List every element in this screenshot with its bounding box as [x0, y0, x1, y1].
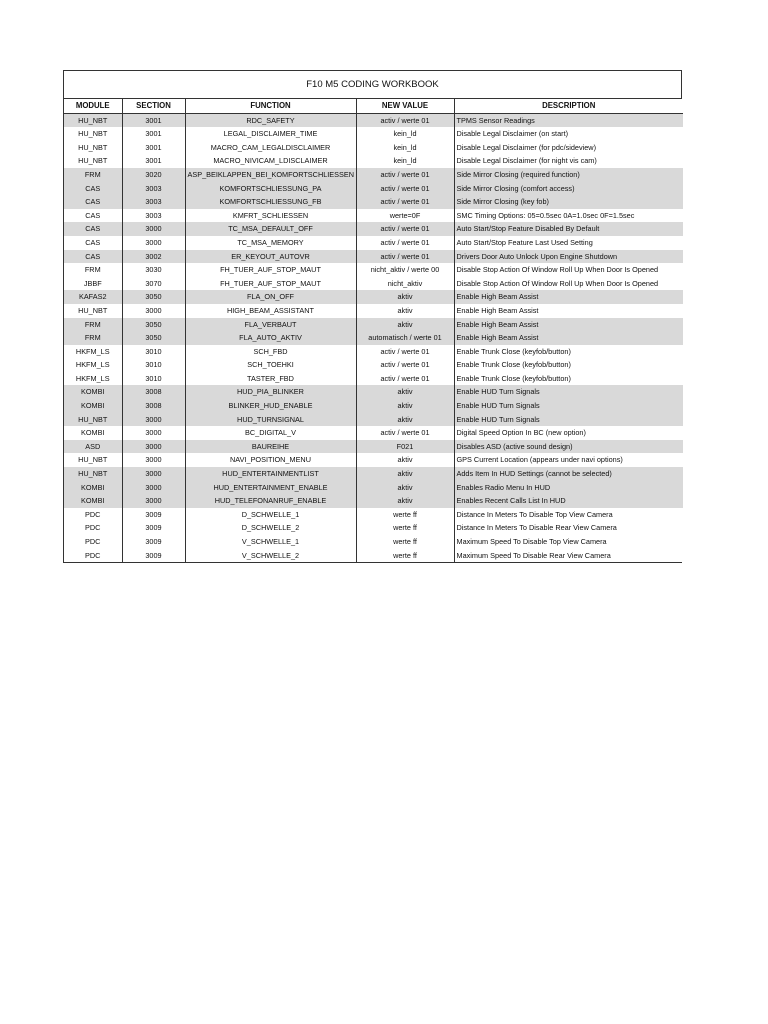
module-cell: HKFM_LS [64, 345, 122, 359]
new-value-cell: aktiv [356, 304, 454, 318]
module-cell: PDC [64, 549, 122, 563]
new-value-cell: werte ff [356, 508, 454, 522]
section-cell: 3003 [122, 209, 185, 223]
module-cell: HU_NBT [64, 154, 122, 168]
description-cell: Enables Radio Menu In HUD [454, 481, 683, 495]
new-value-cell: activ / werte 01 [356, 222, 454, 236]
description-cell: Enable Trunk Close (keyfob/button) [454, 358, 683, 372]
section-cell: 3003 [122, 195, 185, 209]
function-cell: TC_MSA_DEFAULT_OFF [185, 222, 356, 236]
module-cell: JBBF [64, 277, 122, 291]
module-cell: HU_NBT [64, 453, 122, 467]
module-cell: HU_NBT [64, 467, 122, 481]
table-body [64, 113, 683, 562]
section-cell: 3050 [122, 318, 185, 332]
column-header-description: DESCRIPTION [454, 99, 683, 113]
description-cell: Enable HUD Turn Signals [454, 413, 683, 427]
function-cell: KOMFORTSCHLIESSUNG_PA [185, 182, 356, 196]
new-value-cell: aktiv [356, 494, 454, 508]
table-row [64, 290, 683, 304]
table-row [64, 399, 683, 413]
section-cell: 3000 [122, 453, 185, 467]
function-cell: FH_TUER_AUF_STOP_MAUT [185, 263, 356, 277]
new-value-cell: kein_ld [356, 154, 454, 168]
section-cell: 3070 [122, 277, 185, 291]
table-row [64, 318, 683, 332]
function-cell: FLA_AUTO_AKTIV [185, 331, 356, 345]
new-value-cell: nicht_aktiv [356, 277, 454, 291]
new-value-cell: nicht_aktiv / werte 00 [356, 263, 454, 277]
workbook-title: F10 M5 CODING WORKBOOK [64, 71, 681, 99]
section-cell: 3010 [122, 358, 185, 372]
section-cell: 3009 [122, 535, 185, 549]
function-cell: MACRO_NIVICAM_LDISCLAIMER [185, 154, 356, 168]
description-cell: Disables ASD (active sound design) [454, 440, 683, 454]
new-value-cell: aktiv [356, 290, 454, 304]
table-row [64, 277, 683, 291]
column-header-section: SECTION [122, 99, 185, 113]
new-value-cell: activ / werte 01 [356, 168, 454, 182]
function-cell: KMFRT_SCHLIESSEN [185, 209, 356, 223]
description-cell: Drivers Door Auto Unlock Upon Engine Shutdown [454, 250, 683, 264]
section-cell: 3001 [122, 127, 185, 141]
section-cell: 3010 [122, 345, 185, 359]
module-cell: FRM [64, 331, 122, 345]
new-value-cell: activ / werte 01 [356, 345, 454, 359]
module-cell: HU_NBT [64, 141, 122, 155]
function-cell: HUD_PIA_BLINKER [185, 385, 356, 399]
function-cell: HUD_ENTERTAINMENTLIST [185, 467, 356, 481]
table-row [64, 154, 683, 168]
table-row [64, 426, 683, 440]
section-cell: 3050 [122, 331, 185, 345]
function-cell: TC_MSA_MEMORY [185, 236, 356, 250]
module-cell: FRM [64, 168, 122, 182]
module-cell: HU_NBT [64, 113, 122, 127]
table-row [64, 467, 683, 481]
function-cell: D_SCHWELLE_1 [185, 508, 356, 522]
description-cell: Distance In Meters To Disable Rear View Camera [454, 521, 683, 535]
description-cell: Enable High Beam Assist [454, 318, 683, 332]
table-row [64, 304, 683, 318]
module-cell: HU_NBT [64, 304, 122, 318]
new-value-cell: activ / werte 01 [356, 236, 454, 250]
section-cell: 3000 [122, 467, 185, 481]
column-header-function: FUNCTION [185, 99, 356, 113]
module-cell: CAS [64, 195, 122, 209]
module-cell: KOMBI [64, 481, 122, 495]
coding-workbook-sheet [63, 70, 682, 563]
table-row [64, 372, 683, 386]
table-row [64, 508, 683, 522]
table-row [64, 453, 683, 467]
new-value-cell: werte ff [356, 535, 454, 549]
new-value-cell: aktiv [356, 481, 454, 495]
section-cell: 3009 [122, 508, 185, 522]
module-cell: KOMBI [64, 494, 122, 508]
column-header-new-value: NEW VALUE [356, 99, 454, 113]
section-cell: 3008 [122, 385, 185, 399]
function-cell: HUD_TURNSIGNAL [185, 413, 356, 427]
function-cell: V_SCHWELLE_2 [185, 549, 356, 563]
module-cell: HU_NBT [64, 413, 122, 427]
module-cell: FRM [64, 318, 122, 332]
description-cell: Distance In Meters To Disable Top View Camera [454, 508, 683, 522]
new-value-cell: automatisch / werte 01 [356, 331, 454, 345]
module-cell: CAS [64, 250, 122, 264]
function-cell: BLINKER_HUD_ENABLE [185, 399, 356, 413]
new-value-cell: activ / werte 01 [356, 358, 454, 372]
section-cell: 3002 [122, 250, 185, 264]
section-cell: 3000 [122, 440, 185, 454]
section-cell: 3001 [122, 113, 185, 127]
table-row [64, 250, 683, 264]
module-cell: PDC [64, 535, 122, 549]
new-value-cell: aktiv [356, 467, 454, 481]
module-cell: CAS [64, 182, 122, 196]
section-cell: 3000 [122, 494, 185, 508]
new-value-cell: werte ff [356, 549, 454, 563]
table-row [64, 236, 683, 250]
new-value-cell: activ / werte 01 [356, 426, 454, 440]
description-cell: Adds Item In HUD Settings (cannot be selected) [454, 467, 683, 481]
section-cell: 3050 [122, 290, 185, 304]
table-row [64, 263, 683, 277]
new-value-cell: werte ff [356, 521, 454, 535]
module-cell: HU_NBT [64, 127, 122, 141]
function-cell: FLA_VERBAUT [185, 318, 356, 332]
new-value-cell: activ / werte 01 [356, 195, 454, 209]
description-cell: Enable High Beam Assist [454, 331, 683, 345]
module-cell: KOMBI [64, 426, 122, 440]
section-cell: 3000 [122, 481, 185, 495]
function-cell: V_SCHWELLE_1 [185, 535, 356, 549]
function-cell: RDC_SAFETY [185, 113, 356, 127]
description-cell: Enable Trunk Close (keyfob/button) [454, 372, 683, 386]
module-cell: KOMBI [64, 399, 122, 413]
description-cell: Disable Legal Disclaimer (for night vis cam) [454, 154, 683, 168]
new-value-cell: aktiv [356, 453, 454, 467]
table-row [64, 168, 683, 182]
new-value-cell: kein_ld [356, 127, 454, 141]
new-value-cell: aktiv [356, 385, 454, 399]
function-cell: D_SCHWELLE_2 [185, 521, 356, 535]
module-cell: HKFM_LS [64, 358, 122, 372]
module-cell: ASD [64, 440, 122, 454]
table-row [64, 413, 683, 427]
function-cell: BC_DIGITAL_V [185, 426, 356, 440]
new-value-cell: aktiv [356, 413, 454, 427]
description-cell: Side Mirror Closing (key fob) [454, 195, 683, 209]
coding-table [64, 99, 683, 562]
table-row [64, 195, 683, 209]
description-cell: Maximum Speed To Disable Rear View Camera [454, 549, 683, 563]
new-value-cell: werte=0F [356, 209, 454, 223]
function-cell: SCH_FBD [185, 345, 356, 359]
description-cell: Enable High Beam Assist [454, 290, 683, 304]
column-header-module: MODULE [64, 99, 122, 113]
section-cell: 3000 [122, 222, 185, 236]
function-cell: FH_TUER_AUF_STOP_MAUT [185, 277, 356, 291]
section-cell: 3001 [122, 154, 185, 168]
function-cell: NAVI_POSITION_MENU [185, 453, 356, 467]
section-cell: 3003 [122, 182, 185, 196]
description-cell: Disable Legal Disclaimer (on start) [454, 127, 683, 141]
section-cell: 3000 [122, 304, 185, 318]
table-row [64, 385, 683, 399]
function-cell: FLA_ON_OFF [185, 290, 356, 304]
description-cell: Maximum Speed To Disable Top View Camera [454, 535, 683, 549]
function-cell: ER_KEYOUT_AUTOVR [185, 250, 356, 264]
new-value-cell: activ / werte 01 [356, 372, 454, 386]
description-cell: Disable Legal Disclaimer (for pdc/sideview) [454, 141, 683, 155]
table-row [64, 481, 683, 495]
function-cell: ASP_BEIKLAPPEN_BEI_KOMFORTSCHLIESSEN [185, 168, 356, 182]
section-cell: 3000 [122, 413, 185, 427]
description-cell: Enable Trunk Close (keyfob/button) [454, 345, 683, 359]
new-value-cell: F021 [356, 440, 454, 454]
table-row [64, 521, 683, 535]
module-cell: CAS [64, 209, 122, 223]
function-cell: HUD_ENTERTAINMENT_ENABLE [185, 481, 356, 495]
new-value-cell: aktiv [356, 399, 454, 413]
section-cell: 3001 [122, 141, 185, 155]
description-cell: Auto Start/Stop Feature Last Used Setting [454, 236, 683, 250]
new-value-cell: aktiv [356, 318, 454, 332]
function-cell: KOMFORTSCHLIESSUNG_FB [185, 195, 356, 209]
table-row [64, 209, 683, 223]
function-cell: HUD_TELEFONANRUF_ENABLE [185, 494, 356, 508]
section-cell: 3000 [122, 236, 185, 250]
new-value-cell: kein_ld [356, 141, 454, 155]
module-cell: PDC [64, 521, 122, 535]
table-row [64, 182, 683, 196]
description-cell: Digital Speed Option In BC (new option) [454, 426, 683, 440]
module-cell: KAFAS2 [64, 290, 122, 304]
description-cell: Enable HUD Turn Signals [454, 399, 683, 413]
description-cell: Disable Stop Action Of Window Roll Up When Door Is Opened [454, 277, 683, 291]
section-cell: 3000 [122, 426, 185, 440]
table-row [64, 535, 683, 549]
function-cell: MACRO_CAM_LEGALDISCLAIMER [185, 141, 356, 155]
function-cell: BAUREIHE [185, 440, 356, 454]
table-row [64, 549, 683, 563]
table-row [64, 358, 683, 372]
module-cell: PDC [64, 508, 122, 522]
table-row [64, 127, 683, 141]
table-row [64, 331, 683, 345]
function-cell: SCH_TOEHKI [185, 358, 356, 372]
table-row [64, 222, 683, 236]
module-cell: FRM [64, 263, 122, 277]
description-cell: Enable HUD Turn Signals [454, 385, 683, 399]
description-cell: GPS Current Location (appears under navi options) [454, 453, 683, 467]
description-cell: Auto Start/Stop Feature Disabled By Default [454, 222, 683, 236]
new-value-cell: activ / werte 01 [356, 250, 454, 264]
section-cell: 3009 [122, 549, 185, 563]
section-cell: 3009 [122, 521, 185, 535]
description-cell: Enable High Beam Assist [454, 304, 683, 318]
description-cell: SMC Timing Options: 05=0.5sec 0A=1.0sec 0F=1.5sec [454, 209, 683, 223]
table-row [64, 345, 683, 359]
description-cell: Side Mirror Closing (required function) [454, 168, 683, 182]
section-cell: 3008 [122, 399, 185, 413]
table-row [64, 440, 683, 454]
function-cell: LEGAL_DISCLAIMER_TIME [185, 127, 356, 141]
module-cell: CAS [64, 222, 122, 236]
section-cell: 3020 [122, 168, 185, 182]
description-cell: Disable Stop Action Of Window Roll Up When Door Is Opened [454, 263, 683, 277]
table-row [64, 113, 683, 127]
table-row [64, 141, 683, 155]
function-cell: HIGH_BEAM_ASSISTANT [185, 304, 356, 318]
section-cell: 3030 [122, 263, 185, 277]
description-cell: TPMS Sensor Readings [454, 113, 683, 127]
function-cell: TASTER_FBD [185, 372, 356, 386]
section-cell: 3010 [122, 372, 185, 386]
description-cell: Side Mirror Closing (comfort access) [454, 182, 683, 196]
new-value-cell: activ / werte 01 [356, 113, 454, 127]
module-cell: KOMBI [64, 385, 122, 399]
module-cell: CAS [64, 236, 122, 250]
table-row [64, 494, 683, 508]
table-header-row [64, 99, 683, 113]
new-value-cell: activ / werte 01 [356, 182, 454, 196]
module-cell: HKFM_LS [64, 372, 122, 386]
description-cell: Enables Recent Calls List In HUD [454, 494, 683, 508]
